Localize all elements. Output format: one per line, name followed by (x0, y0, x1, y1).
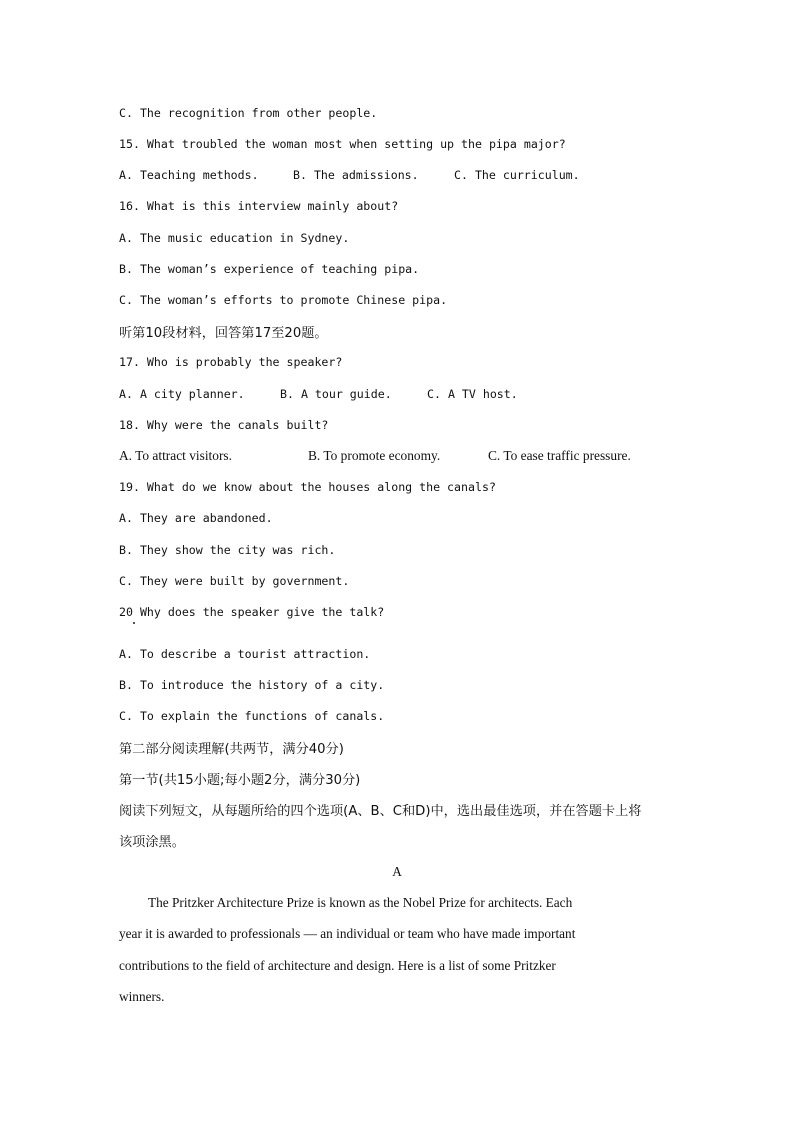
q15-option-c: C. The curriculum. (454, 168, 580, 182)
q17-option-c: C. A TV host. (427, 387, 518, 401)
part2-instruction-line2: 该项涂黑。 (119, 835, 185, 850)
passage-a-line: winners. (119, 989, 165, 1004)
q19-question: 19. What do we know about the houses along the canals? (119, 480, 496, 494)
q19-option-a: A. They are abandoned. (119, 511, 273, 525)
q16-option-a: A. The music education in Sydney. (119, 231, 350, 245)
part2-section1-heading: 第一节(共15小题;每小题2分，满分30分) (119, 773, 361, 788)
q18-option-c: C. To ease traffic pressure. (488, 448, 631, 463)
q20-option-a: A. To describe a tourist attraction. (119, 647, 371, 661)
q15-option-b: B. The admissions. (293, 168, 419, 182)
q20-option-c: C. To explain the functions of canals. (119, 709, 385, 723)
q14-option-c: C. The recognition from other people. (119, 106, 378, 120)
q15-options (119, 168, 580, 182)
passage-a-line: The Pritzker Architecture Prize is known as the Nobel Prize for architects. Each (148, 895, 573, 910)
part2-instruction-line1: 阅读下列短文，从每题所给的四个选项(A、B、C和D)中，选出最佳选项，并在答题卡上将 (119, 804, 642, 819)
passage-a-line: contributions to the field of architecture and design. Here is a list of some Pritzker (119, 958, 556, 973)
section10-instruction: 听第10段材料，回答第17至20题。 (119, 326, 328, 341)
q18-question: 18. Why were the canals built? (119, 418, 329, 432)
q17-option-b: B. A tour guide. (280, 387, 392, 401)
q16-question: 16. What is this interview mainly about? (119, 199, 399, 213)
q17-question: 17. Who is probably the speaker? (119, 355, 343, 369)
q16-option-b: B. The woman’s experience of teaching pipa. (119, 262, 420, 276)
passage-a-line: year it is awarded to professionals — an individual or team who have made important (119, 926, 576, 941)
q20-option-b: B. To introduce the history of a city. (119, 678, 385, 692)
stray-mark (133, 622, 135, 624)
q17-option-a: A. A city planner. (119, 387, 245, 401)
q15-option-a: A. Teaching methods. (119, 168, 259, 182)
passage-a-label: A (392, 864, 402, 879)
q18-option-a: A. To attract visitors. (119, 448, 232, 463)
part2-heading: 第二部分阅读理解(共两节，满分40分) (119, 742, 344, 757)
q18-option-b: B. To promote economy. (308, 448, 441, 463)
q17-options (119, 387, 518, 401)
q15-question: 15. What troubled the woman most when setting up the pipa major? (119, 137, 566, 151)
q20-question: 20 Why does the speaker give the talk? (119, 605, 385, 619)
q19-option-b: B. They show the city was rich. (119, 543, 336, 557)
q18-options (119, 448, 631, 464)
q16-option-c: C. The woman’s efforts to promote Chinese pipa. (119, 293, 448, 307)
q19-option-c: C. They were built by government. (119, 574, 350, 588)
